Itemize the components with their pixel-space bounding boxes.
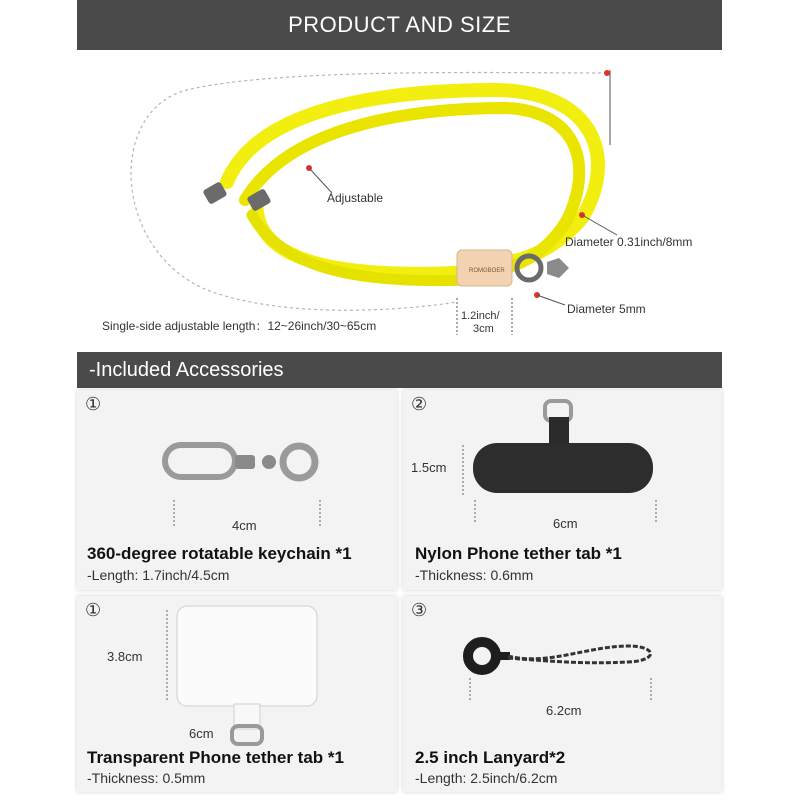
transparent-height-line	[162, 610, 172, 700]
ring-diameter-label: Diameter 5mm	[567, 302, 646, 316]
product-illustration	[77, 50, 722, 350]
brand-stamp: ROMGBOER	[469, 268, 505, 274]
keychain-title: 360-degree rotatable keychain *1	[87, 544, 352, 563]
lanyard-dimension-line	[468, 678, 653, 703]
accessories-banner	[77, 352, 722, 388]
nylon-height: 1.5cm	[411, 460, 447, 475]
nylon-width: 6cm	[553, 516, 578, 531]
nylon-tab-image	[463, 395, 663, 505]
card-number: ③	[411, 600, 428, 620]
lanyard-dimension: 6.2cm	[546, 703, 582, 718]
lanyard-image	[458, 626, 668, 686]
transparent-detail: -Thickness: 0.5mm	[87, 770, 206, 786]
card-number: ①	[85, 394, 102, 414]
nylon-height-line	[458, 445, 468, 495]
accessory-card-lanyard	[403, 596, 722, 792]
accessory-card-transparent-tab	[77, 596, 397, 792]
tab-width-cm-label: 3cm	[473, 323, 494, 335]
accessory-card-keychain	[77, 390, 397, 590]
adjustable-label: Adjustable	[327, 191, 384, 205]
nylon-detail: -Thickness: 0.6mm	[415, 567, 534, 583]
adjustable-length-label: Single-side adjustable length：12~26inch/30~65cm	[102, 319, 377, 333]
lanyard-title: 2.5 inch Lanyard*2	[415, 748, 566, 767]
transparent-height: 3.8cm	[107, 649, 143, 664]
header-banner	[77, 0, 722, 50]
accessories-title: -Included Accessories	[89, 358, 284, 381]
accessory-card-nylon-tab	[403, 390, 722, 590]
keychain-detail: -Length: 1.7inch/4.5cm	[87, 567, 230, 583]
lanyard-detail: -Length: 2.5inch/6.2cm	[415, 770, 558, 786]
rope-diameter-label: Diameter 0.31inch/8mm	[565, 235, 693, 249]
keychain-dimension: 4cm	[232, 518, 257, 533]
transparent-title: Transparent Phone tether tab *1	[87, 748, 344, 767]
keychain-image	[157, 430, 327, 500]
tab-width-label: 1.2inch/	[461, 310, 500, 322]
transparent-width: 6cm	[189, 726, 214, 741]
card-number: ①	[85, 600, 102, 620]
nylon-title: Nylon Phone tether tab *1	[415, 544, 622, 563]
page-title: PRODUCT AND SIZE	[288, 12, 511, 37]
card-number: ②	[411, 394, 428, 414]
